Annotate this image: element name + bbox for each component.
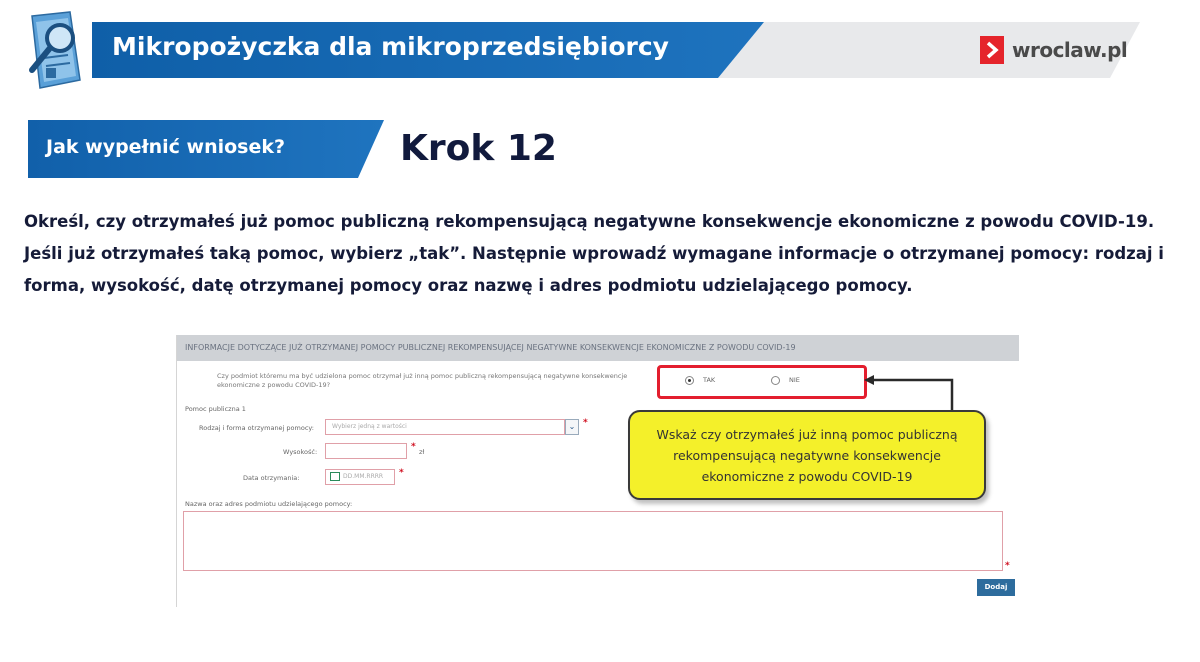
page-title: Mikropożyczka dla mikroprzedsiębiorcy	[112, 32, 669, 61]
chevron-right-icon	[980, 36, 1004, 64]
form-section-title: INFORMACJE DOTYCZĄCE JUŻ OTRZYMANEJ POMOCY PUBLICZNEJ REKOMPENSUJĄCEJ NEGATYWNE KONSEKWENCJE EKONOMICZNE Z POWODU COVID-19	[177, 335, 1019, 361]
brand-logo[interactable]	[980, 36, 1127, 64]
amount-input[interactable]	[325, 443, 407, 459]
name-label: Nazwa oraz adres podmiotu udzielającego pomocy:	[185, 500, 353, 508]
radio-yes-label: TAK	[703, 376, 716, 384]
callout-note: Wskaż czy otrzymałeś już inną pomoc publiczną rekompensującą negatywne konsekwencje ekonomiczne z powodu COVID-19	[628, 410, 986, 500]
type-label: Rodzaj i forma otrzymanej pomocy:	[199, 424, 314, 432]
brand-name: wroclaw.pl	[1012, 38, 1128, 62]
date-label: Data otrzymania:	[243, 474, 300, 482]
date-placeholder: DD.MM.RRRR	[343, 473, 384, 480]
required-mark: *	[583, 418, 588, 428]
date-input[interactable]	[325, 469, 395, 485]
pointer-arrow	[860, 372, 960, 414]
step-tag-label: Jak wypełnić wniosek?	[46, 136, 286, 158]
radio-no[interactable]	[771, 376, 780, 385]
step-title: Krok 12	[400, 128, 557, 169]
question-text: Czy podmiot któremu ma być udzielona pomoc otrzymał już inną pomoc publiczną rekompensującą negatywne konsekwencje ekonomiczne z powodu COVID-19?	[217, 372, 628, 389]
required-mark: *	[1005, 561, 1010, 571]
instructions-text: Określ, czy otrzymałeś już pomoc publiczną rekompensującą negatywne konsekwencje ekonomiczne z powodu COVID-19. Jeśli już otrzymałeś taką pomoc, wybierz „tak”. Następnie wprowadź wymagane informacje o otrzymanej pomocy: rodzaj i forma, wysokość, datę otrzymanej pomocy oraz nazwę i adres podmiotu udzielającego pomocy.	[24, 212, 1164, 295]
required-mark: *	[399, 468, 404, 478]
chevron-down-icon[interactable]: ⌄	[565, 419, 579, 435]
group-label: Pomoc publiczna 1	[185, 405, 246, 413]
currency-unit: zł	[419, 448, 425, 456]
amount-label: Wysokość:	[283, 448, 318, 456]
magnifier-document-icon	[24, 10, 90, 94]
calendar-icon[interactable]	[330, 472, 340, 481]
radio-no-label: NIE	[789, 376, 800, 384]
add-button[interactable]: Dodaj	[977, 579, 1015, 596]
name-address-textarea[interactable]	[183, 511, 1003, 571]
radio-yes[interactable]	[685, 376, 694, 385]
type-select[interactable]: Wybierz jedną z wartości	[325, 419, 565, 435]
required-mark: *	[411, 442, 416, 452]
